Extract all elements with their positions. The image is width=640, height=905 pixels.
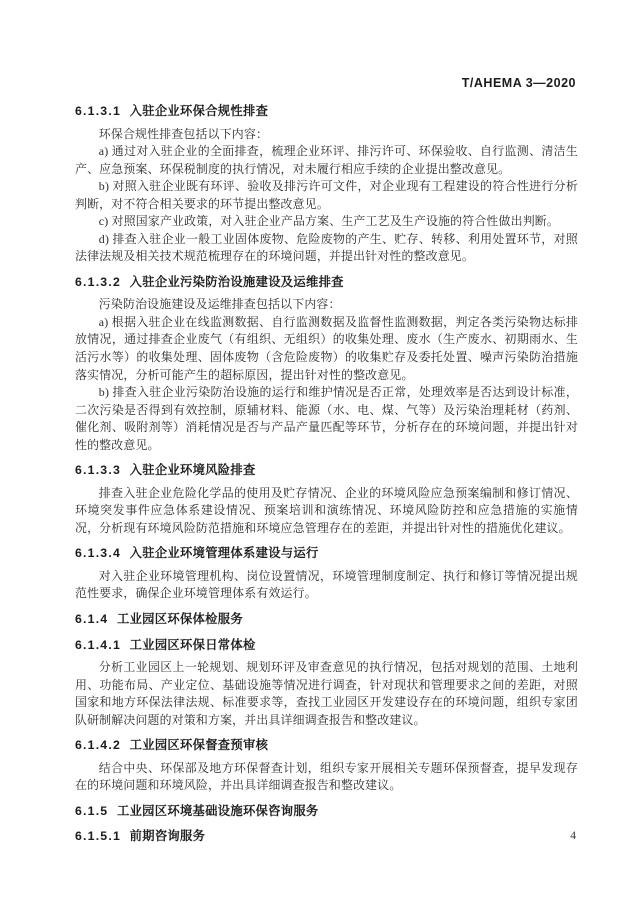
paragraph: a) 根据入驻企业在线监测数据、自行监测数据及监督性监测数据，判定各类污染物达标排放情况，通过排查企业废气（有组织、无组织）的收集处理、废水（生产废水、初期雨水、生活污水等）的收集处理、固体废物（含危险废物）的收集贮存及委托处置、噪声污染防治措施落实情况，分析可能产生的超标原因，提出针对性的整改意见。	[75, 314, 578, 382]
heading-title: 入驻企业环境管理体系建设与运行	[129, 546, 319, 561]
paragraph: 排查入驻企业危险化学品的使用及贮存情况、企业的环境风险应急预案编制和修订情况、环境突发事件应急体系建设情况、预案培训和演练情况、环境风险防控和应急措施的实施情况，分析现有环境风险防范措施和环境应急管理存在的差距，并提出针对性的措施优化建议。	[75, 485, 578, 535]
heading-title: 工业园区环保日常体检	[129, 637, 256, 652]
document-body	[75, 95, 578, 851]
heading-title: 前期咨询服务	[129, 829, 206, 844]
heading-title: 工业园区环境基础设施环保咨询服务	[116, 803, 319, 818]
section-heading	[75, 274, 578, 292]
heading-number: 6.1.3.4	[75, 546, 122, 561]
section-heading	[75, 737, 578, 755]
heading-number: 6.1.5.1	[75, 829, 122, 844]
paragraph: c) 对照国家产业政策，对入驻企业产品方案、生产工艺及生产设施的符合性做出判断。	[98, 214, 559, 229]
heading-title: 工业园区环保体检服务	[116, 612, 243, 627]
heading-title: 入驻企业环保合规性排查	[129, 104, 269, 118]
heading-number: 6.1.4.1	[75, 637, 122, 652]
section-heading	[75, 803, 578, 821]
paragraph: 环保合规性排查包括以下内容：	[98, 126, 269, 141]
heading-title: 入驻企业环境风险排查	[129, 463, 256, 478]
paragraph: b) 对照入驻企业既有环评、验收及排污许可文件，对企业现有工程建设的符合性进行分析判断，对不符合相关要求的环节提出整改意见。	[75, 179, 578, 211]
heading-number: 6.1.3.3	[75, 463, 122, 478]
page-footer	[570, 830, 576, 842]
paragraph: b) 排查入驻企业污染防治设施的运行和维护情况是否正常，处理效率是否达到设计标准，二次污染是否得到有效控制，原辅材料、能源（水、电、煤、气等）及污染治理耗材（药剂、催化剂、吸附剂等）消耗情况是否与产品产量匹配等环节，分析存在的环境问题，并提出针对性的整改意见。	[75, 385, 578, 452]
section-heading	[75, 103, 578, 121]
heading-number: 6.1.3.1	[75, 104, 122, 118]
paragraph: d) 排查入驻企业一般工业固体废物、危险废物的产生、贮存、转移、利用处置环节，对照法律法规及相关技术规范梳理存在的环境问题，并提出针对性的整改意见。	[75, 231, 578, 264]
section-heading	[75, 828, 578, 846]
heading-number: 6.1.4.2	[75, 738, 122, 753]
paragraph: a) 通过对入驻企业的全面排查，梳理企业环评、排污许可、环保验收、自行监测、清洁生产、应急预案、环保税制度的执行情况，对未履行相应手续的企业提出整改意见。	[75, 144, 578, 176]
paragraph: 对入驻企业环境管理机构、岗位设置情况，环境管理制度制定、执行和修订等情况提出规范性要求，确保企业环境管理体系有效运行。	[75, 568, 578, 601]
section-heading	[75, 637, 578, 655]
standard-number: T/AHEMA 3—2020	[461, 76, 576, 90]
section-heading	[75, 462, 578, 480]
page-number: 4	[570, 830, 576, 842]
paragraph: 分析工业园区上一轮规划、规划环评及审查意见的执行情况，包括对规划的范围、土地利用、功能布局、产业定位、基础设施等情况进行调查，针对现状和管理要求之间的差距，对照国家和地方环保法律法规、标准要求等，查找工业园区开发建设存在的环境问题，组织专家团队研制解决问题的对策和方案，并出具详细调查报告和整改建议。	[75, 660, 578, 727]
section-heading	[75, 545, 578, 563]
document-header	[462, 76, 576, 90]
paragraph: 污染防治设施建设及运维排查包括以下内容：	[98, 297, 341, 312]
paragraph: 结合中央、环保部及地方环保督查计划，组织专家开展相关专题环保预督查，提早发现存在的环境问题和环境风险，并出具详细调查报告和整改建议。	[75, 760, 578, 793]
heading-title: 工业园区环保督查预审核	[129, 738, 269, 753]
section-heading	[75, 611, 578, 629]
heading-number: 6.1.5	[75, 803, 109, 818]
heading-number: 6.1.4	[75, 612, 109, 627]
heading-number: 6.1.3.2	[75, 274, 122, 289]
heading-title: 入驻企业污染防治设施建设及运维排查	[129, 274, 344, 289]
